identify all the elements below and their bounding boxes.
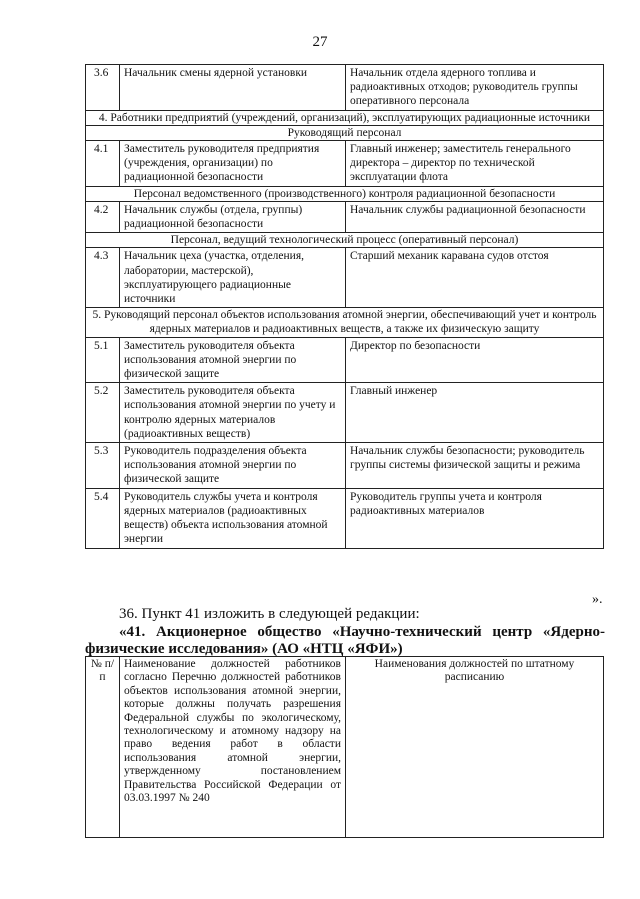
row-position: Заместитель руководителя объекта использования атомной энергии по учету и контролю ядерных материалов (радиоактивных веществ) [120, 383, 346, 443]
row-number: 5.3 [86, 443, 120, 489]
row-staff: Начальник отдела ядерного топлива и радиоактивных отходов; руководитель группы оперативного персонала [346, 65, 604, 111]
row-position: Начальник цеха (участка, отделения, лаборатории, мастерской), эксплуатирующего радиационные источники [120, 248, 346, 308]
table-row [86, 141, 604, 187]
row-staff: Руководитель группы учета и контроля радиоактивных материалов [346, 488, 604, 548]
positions-table-body [86, 65, 604, 549]
col-number-header: № п/п [86, 657, 120, 838]
row-number: 5.4 [86, 488, 120, 548]
row-staff: Начальник службы радиационной безопасности [346, 201, 604, 232]
positions-table [85, 64, 604, 549]
row-position: Начальник службы (отдела, группы) радиационной безопасности [120, 201, 346, 232]
section-title: Персонал ведомственного (производственного) контроля радиационной безопасности [86, 186, 604, 201]
row-number: 5.1 [86, 337, 120, 383]
table-row [86, 248, 604, 308]
heading-word: центр [492, 624, 533, 640]
table-row [86, 337, 604, 383]
row-number: 4.2 [86, 201, 120, 232]
page-number: 27 [312, 34, 328, 50]
section-title: 5. Руководящий персонал объектов использования атомной энергии, обеспечивающий учет и контроль ядерных материалов и радиоактивных веществ, а также их физическую защиту [86, 308, 604, 337]
heading-word: общество [257, 624, 322, 640]
row-number: 3.6 [86, 65, 120, 111]
table-row [86, 201, 604, 232]
section-row [86, 233, 604, 248]
table-row [86, 488, 604, 548]
row-position: Начальник смены ядерной установки [120, 65, 346, 111]
heading-word: «41. [119, 624, 146, 640]
heading-word: «Ядерно- [542, 624, 605, 640]
row-staff: Главный инженер; заместитель генерального директора – директор по технической эксплуатации флота [346, 141, 604, 187]
row-position: Заместитель руководителя объекта использования атомной энергии по физической защите [120, 337, 346, 383]
row-number: 4.1 [86, 141, 120, 187]
section-row [86, 125, 604, 140]
row-number: 5.2 [86, 383, 120, 443]
row-position: Заместитель руководителя предприятия (учреждения, организации) по радиационной безопасности [120, 141, 346, 187]
table-row [86, 65, 604, 111]
section-row [86, 110, 604, 125]
section-row [86, 308, 604, 337]
closing-quote: ». [592, 592, 603, 607]
row-staff: Директор по безопасности [346, 337, 604, 383]
heading-word: Акционерное [155, 624, 247, 640]
row-position: Руководитель подразделения объекта использования атомной энергии по физической защите [120, 443, 346, 489]
section-title: Руководящий персонал [86, 125, 604, 140]
col-position-header: Наименование должностей работников согласно Перечню должностей работников объектов использования атомной энергии, которые должны получать разрешения Федеральной службы по экологическому, технологическому и атомному надзору на право ведения работ в области использования атомной энергии, утвержденному постановлением Правительства Российской Федерации от 03.03.1997 № 240 [120, 657, 346, 838]
section-heading [85, 624, 605, 658]
section-heading-line2: физические исследования» (АО «НТЦ «ЯФИ») [85, 641, 403, 657]
row-staff: Старший механик каравана судов отстоя [346, 248, 604, 308]
table-row [86, 383, 604, 443]
row-staff: Начальник службы безопасности; руководитель группы системы физической защиты и режима [346, 443, 604, 489]
header-table [85, 656, 604, 838]
section-row [86, 186, 604, 201]
table-row [86, 443, 604, 489]
section-title: Персонал, ведущий технологический процесс (оперативный персонал) [86, 233, 604, 248]
row-position: Руководитель службы учета и контроля ядерных материалов (радиоактивных веществ) объекта использования атомной энергии [120, 488, 346, 548]
row-staff: Главный инженер [346, 383, 604, 443]
section-title: 4. Работники предприятий (учреждений, организаций), эксплуатирующих радиационные источники [86, 110, 604, 125]
row-number: 4.3 [86, 248, 120, 308]
col-staff-header: Наименования должностей по штатному расписанию [346, 657, 604, 838]
section-heading-line1 [85, 624, 605, 641]
header-row [86, 657, 604, 838]
amendment-paragraph: 36. Пункт 41 изложить в следующей редакции: [119, 606, 420, 622]
heading-word: «Научно-технический [332, 624, 482, 640]
